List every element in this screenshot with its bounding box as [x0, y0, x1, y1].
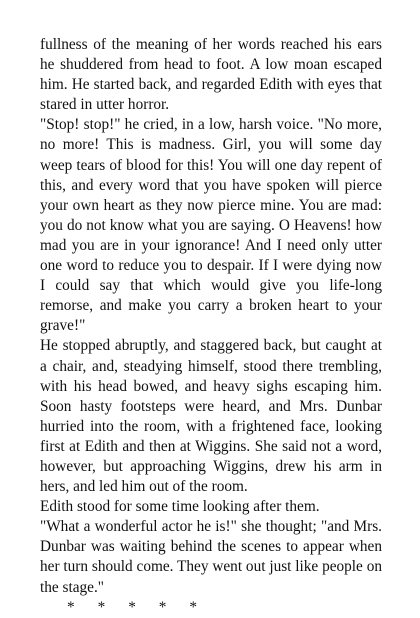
- paragraph-3: He stopped abruptly, and staggered back, but caught at a chair, and, steadying himself, stood there trembling, with his head bowed, and heavy sighs escaping him. Soon hasty footsteps were heard, and Mrs. Dunbar hurried into the room, with a frightened face, looking first at Edith and then at Wiggins. She said not a word, however, but approaching Wiggins, drew his arm in hers, and led him out of the room.: [40, 337, 382, 496]
- paragraph-4: Edith stood for some time looking after them.: [40, 498, 320, 516]
- page-text: [40, 35, 382, 618]
- section-break-asterisks: * * * * *: [67, 598, 198, 616]
- paragraph-1: fullness of the meaning of her words reached his ears he shuddered from head to foot. A low moan escaped him. He started back, and regarded Edith with eyes that stared in utter horror.: [40, 36, 382, 114]
- paragraph-5: "What a wonderful actor he is!" she thought; "and Mrs. Dunbar was waiting behind the scenes to appear when her turn should come. They went out just like people on the stage.": [40, 518, 382, 596]
- paragraph-2: "Stop! stop!" he cried, in a low, harsh voice. "No more, no more! This is madness. Girl, you will some day weep tears of blood for this! You will one day repent of this, and every word that you have spoken will pierce your own heart as they now pierce mine. You are mad: you do not know what you are saying. O Heavens! how mad you are in your ignorance! And I need only utter one word to reduce you to despair. If I were dying now I could say that which would give you life-long remorse, and make you carry a broken heart to your grave!": [40, 116, 382, 335]
